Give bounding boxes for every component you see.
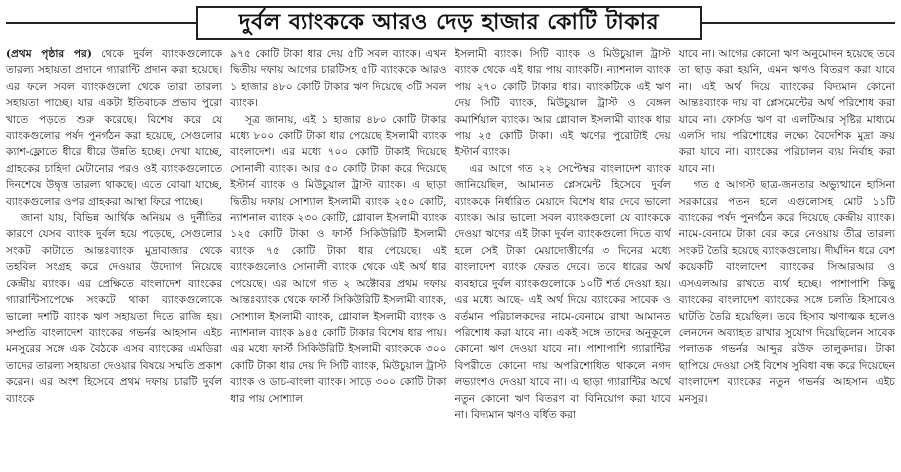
- column-4-paragraph-2: গত ৫ আগস্ট ছাত্র-জনতার অভ্যুত্থানে হাসিনা সরকারের পতন হলে এগুলোসহ মোট ১১টি ব্যাংকের পর্ষদ পুনর্গঠন করে দিয়েছে কেন্দ্রীয় ব্যাংক। নামে-বেনামে টাকা বের করে নেওয়ায় তীব্র তারল্য সংকট তৈরি হয়েছে ব্যাংকগুলোয়। দীর্ঘদিন ধরে বেশ কয়েকটি বাংলাদেশ ব্যাংকের সিআরআর ও এসএলআর রাখতে ব্যর্থ হচ্ছে। পাশাপাশি কিছু ব্যাংকের বাংলাদেশ ব্যাংকের সঙ্গে চলতি হিসাবেও ঘাটতি তৈরি হয়েছিল। তবে হিসাব ঋণাত্মক হলেও লেনদেন অব্যাহত রাখার সুযোগ দিয়েছিলেন সাবেক পলাতক গভর্নর আব্দুর রউফ তালুকদার। টাকা ছাপিয়ে দেওয়া সেই বিশেষ সুবিধা বন্ধ করে দিয়েছেন বাংলাদেশ ব্যাংকের নতুন গভর্নর আহসান এইচ মনসুর।: [678, 179, 895, 405]
- column-1-paragraph-1-text: থেকে দুর্বল ব্যাংকগুলোকে তারল্য সহায়তা প্রদানে গ্যারান্টি প্রদান করা হয়েছে। এর ফলে সবল ব্যাংকগুলো থেকে তারা তারল্য সহায়তা পাচ্ছে। যার একটা ইতিবাচক প্রভাব পুরো খাতে পড়তে শুরু করেছে। বিশেষ করে যে ব্যাংকগুলোর পর্ষদ পুনর্গঠন করা হয়েছে, সেগুলোর ক্যাশ-ফ্লোতে ধীরে ধীরে উন্নতি হচ্ছে। দেখা যাচ্ছে, গ্রাহকের চাহিদা মেটানোর পরও ওই ব্যাংকগুলোতে দিনশেষে উদ্বৃত্ত তারল্য থাকছে। এতে বোঝা যাচ্ছে, ব্যাংকগুলোর ওপর গ্রাহকরা আস্থা ফিরে পাচ্ছে।: [6, 48, 223, 208]
- headline-rule-right: [702, 22, 895, 24]
- column-3-paragraph-1: ইসলামী ব্যাংক। সিটি ব্যাংক ও মিউচুয়াল ট্রাস্ট ব্যাংক থেকে এই ধার পায় ব্যাংকটি। ন্যাশনাল ব্যাংক পায় ২৭০ কোটি টাকার ধার। ব্যাংকটিকে এই ঋণ দেয় সিটি ব্যাংক, মিউচুয়াল ট্রাস্ট ও বেঙ্গল কমার্শিয়াল ব্যাংক। আর গ্লোবাল ইসলামী ব্যাংক ধার পায় ২৫ কোটি টাকা। এই ঋণের পুরোটাই দেয় ইস্টার্ন ব্যাংক।: [454, 48, 671, 159]
- continued-label: (প্রথম পৃষ্ঠার পর): [6, 48, 92, 60]
- headline-box: [196, 6, 702, 40]
- article-column-3: [455, 46, 671, 466]
- column-1-paragraph-1: [6, 46, 222, 210]
- article-columns: [6, 46, 895, 466]
- column-2-paragraph-1: ৯৭৫ কোটি টাকা ধার দেয় ৫টি সবল ব্যাংক। এখন দ্বিতীয় দফায় আগের চারটিসহ ৫টি ব্যাংককে আরও ১ হাজার ৪৮০ কোটি টাকার ঋণ দিয়েছে ৩টি সবল ব্যাংক।: [230, 48, 447, 110]
- headline-rule-left: [6, 22, 196, 24]
- column-4-paragraph-1: যাবে না। আগের কোনো ঋণ অনুমোদন হয়েছে তবে তা ছাড় করা হয়নি, এমন ঋণও বিতরণ করা যাবে না। এই অর্থ দিয়ে ব্যাংকের বিদ্যমান কোনো আন্তঃব্যাংক দায় বা প্লেসমেন্টের অর্থ পরিশোধ করা যাবে না। ফোর্সড ঋণ বা এলটিআর সৃষ্টির মাধ্যমে এলসি দায় পরিশোধের লক্ষ্যে বৈদেশিক মুদ্রা ক্রয় করা যাবে না। ব্যাংকের পরিচালন ব্যয় নির্বাহ করা যাবে না।: [678, 48, 895, 175]
- article-column-4: [679, 46, 895, 466]
- headline: দুর্বল ব্যাংককে আরও দেড় হাজার কোটি টাকার: [238, 9, 660, 35]
- column-1-paragraph-2: জানা যায়, বিভিন্ন আর্থিক অনিয়ম ও দুর্নীতির কারণে যেসব ব্যাংক দুর্বল হয়ে পড়েছে, সেগুলোর সংকট কাটাতে আন্তঃব্যাংক মুদ্রাবাজার থেকে তহবিল সংগ্রহ করে দেওয়ার উদ্যোগ নিয়েছে কেন্দ্রীয় ব্যাংক। এর প্রেক্ষিতে বাংলাদেশ ব্যাংকের গ্যারান্টিসাপেক্ষে সংকটে থাকা ব্যাংকগুলোকে ভালো দশটি ব্যাংক ঋণ সহায়তা দিতে রাজি হয়। সম্প্রতি বাংলাদেশ ব্যাংকের গভর্নর আহসান এইচ মনসুরের সঙ্গে এক বৈঠকে এসব ব্যাংকের এমডিরা তাদের তারল্য সহায়তা দেওয়ার বিষয়ে সম্মতি প্রকাশ করেন। এর অংশ হিসেবে প্রথম দফায় চারটি দুর্বল ব্যাংকে: [6, 212, 223, 405]
- column-2-paragraph-2: সূত্র জানায়, এই ১ হাজার ৪৮০ কোটি টাকার মধ্যে ৮০০ কোটি টাকা ধার পেয়েছে ইসলামী ব্যাংক বাংলাদেশ। এর মধ্যে ৭০০ কোটি টাকাই দিয়েছে সোনালী ব্যাংক। আর ৫০ কোটি টাকা করে দিয়েছে ইস্টার্ন ব্যাংক ও মিউচুয়াল ট্রাস্ট ব্যাংক। এ ছাড়া দ্বিতীয় দফায় সোশ্যাল ইসলামী ব্যাংক ২৫০ কোটি, ন্যাশনাল ব্যাংক ২৩০ কোটি, গ্লোবাল ইসলামী ব্যাংক ১২৫ কোটি টাকা ও ফার্স্ট সিকিউরিটি ইসলামী ব্যাংক ৭৫ কোটি টাকা ধার পেয়েছে। এই ব্যাংকগুলোও সোনালী ব্যাংক থেকে এই অর্থ ধার পেয়েছে। এর আগে গত ২ অক্টোবর প্রথম দফায় আন্তঃব্যাংক থেকে ফার্স্ট সিকিউরিটি ইসলামী ব্যাংক, সোশ্যাল ইসলামী ব্যাংক, গ্লোবাল ইসলামী ব্যাংক ও ন্যাশনাল ব্যাংক ৯৪৫ কোটি টাকার বিশেষ ধার পায়। এর মধ্যে ফার্স্ট সিকিউরিটি ইসলামী ব্যাংককে ৩০০ কোটি টাকা ধার দেয় দি সিটি ব্যাংক, মিউচুয়াল ট্রাস্ট ব্যাংক ও ডাচ-বাংলা ব্যাংক। সাড়ে ৩০০ কোটি টাকা ধার পায় সোশ্যাল: [230, 113, 447, 405]
- column-3-paragraph-2: এর আগে গত ২২ সেপ্টেম্বর বাংলাদেশ ব্যাংক জানিয়েছিল, আমানত প্লেসমেন্ট হিসেবে দুর্বল ব্যাংককে নির্ধারিত মেয়াদে বিশেষ ধার দেবে ভালো ব্যাংক। আর ভালো সবল ব্যাংকগুলো যে ব্যাংককে দেওয়া ঋণের এই টাকা দুর্বল ব্যাংকগুলো দিতে ব্যর্থ হলে সেই টাকা মেয়াদোত্তীর্ণের ৩ দিনের মধ্যে বাংলাদেশ ব্যাংক ফেরত দেবে। তবে ধারের অর্থ ব্যবহারে দুর্বল ব্যাংকগুলোকে ১০টি শর্ত দেওয়া হয়। এর মধ্যে আছে- এই অর্থ দিয়ে ব্যাংকের সাবেক ও বর্তমান পরিচালকদের নামে-বেনামে রাখা আমানত পরিশোধ করা যাবে না। একই সঙ্গে তাদের অনুকূলে কোনো ঋণ দেওয়া যাবে না। পাশাপাশি গ্যারান্টির বিপরীতে কোনো দায় অপরিশোধিত থাকলে নগদ লভ্যাংশও দেওয়া যাবে না। এ ছাড়া গ্যারান্টির অর্থে নতুন কোনো ঋণ বিতরণ বা বিনিয়োগ করা যাবে না। বিদ্যমান ঋণও বর্ধিত করা: [454, 162, 671, 421]
- article-column-1: [6, 46, 222, 466]
- article-column-2: [230, 46, 446, 466]
